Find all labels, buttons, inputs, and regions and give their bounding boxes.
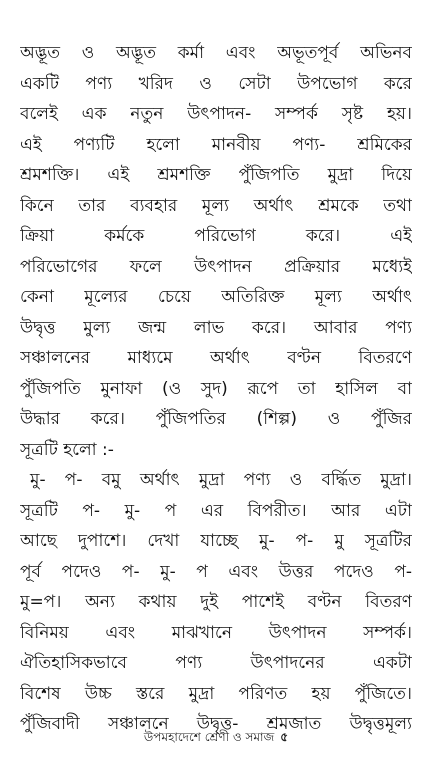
text-line: অদ্ভূত ও অদ্ভূত কর্মা এবং অভূতপূর্ব অভিনব xyxy=(20,43,412,63)
text-line: সূত্রটি হলো :- xyxy=(20,439,114,460)
text-line: ক্রিয়া কর্মকে পরিভোগ করে। এই xyxy=(20,226,412,246)
paragraph-2 xyxy=(20,465,412,740)
text-line: একটি পণ্য খরিদ ও সেটা উপভোগ করে xyxy=(20,73,412,94)
paragraph-1 xyxy=(20,38,412,465)
text-line: এই পণ্যটি হলো মানবীয় পণ্য- শ্রমিকের xyxy=(20,134,412,155)
text-line: পুঁজিবাদী সঞ্চালনে উদ্বৃত্ত- শ্রমজাত উদ্বৃত্তমূল্য xyxy=(20,714,412,734)
text-line: উদ্বৃত্ত মুল্য জন্ম লাভ করে। আবার পণ্য xyxy=(20,317,412,338)
text-line: বলেই এক নতুন উৎপাদন- সম্পর্ক সৃষ্ট হয়। xyxy=(20,104,412,124)
text-line: কিনে তার ব্যবহার মূল্য অর্থাৎ শ্রমকে তথা xyxy=(20,195,412,216)
running-title: উপমহাদেশে শ্রেণী ও সমাজ xyxy=(143,730,275,744)
text-line: বিশেষ উচ্চ স্তরে মুদ্রা পরিণত হয় পুঁজিতে। xyxy=(20,683,412,704)
text-line: সঞ্চালনের মাধ্যমে অর্থাৎ বণ্টন বিতরণে xyxy=(20,348,412,368)
body-text xyxy=(20,38,412,740)
text-line: মু- প- বমু অর্থাৎ মুদ্রা পণ্য ও বর্দ্ধিত মুদ্রা। xyxy=(30,470,412,490)
text-line: পূর্ব পদেও প- মু- প এবং উত্তর পদেও প- xyxy=(20,561,412,582)
text-line: উদ্ধার করে। পুঁজিপতির (শিল্প) ও পুঁজির xyxy=(20,409,412,429)
text-line: বিনিময় এবং মাঝখানে উৎপাদন সম্পর্ক। xyxy=(20,622,412,643)
text-line: শ্রমশক্তি। এই শ্রমশক্তি পুঁজিপতি মুদ্রা দিয়ে xyxy=(20,165,412,185)
page-footer xyxy=(0,729,432,745)
text-line: আছে দুপাশে। দেখা যাচ্ছে মু- প- মু সূত্রটির xyxy=(20,531,412,551)
text-line: পরিভোগের ফলে উৎপাদন প্রক্রিয়ার মধ্যেই xyxy=(20,256,412,277)
text-line: ঐতিহাসিকভাবে পণ্য উৎপাদনের একটা xyxy=(20,653,412,673)
text-line: সূত্রটি প- মু- প এর বিপরীত। আর এটা xyxy=(20,500,412,521)
text-line: মু=প। অন্য কথায় দুই পাশেই বণ্টন বিতরণ xyxy=(20,592,412,612)
text-line: পুঁজিপতি মুনাফা (ও সুদ) রূপে তা হাসিল বা xyxy=(20,378,412,399)
page-number: ৫ xyxy=(280,730,289,744)
text-line: কেনা মূল্যের চেয়ে অতিরিক্ত মূল্য অর্থাৎ xyxy=(20,287,412,307)
